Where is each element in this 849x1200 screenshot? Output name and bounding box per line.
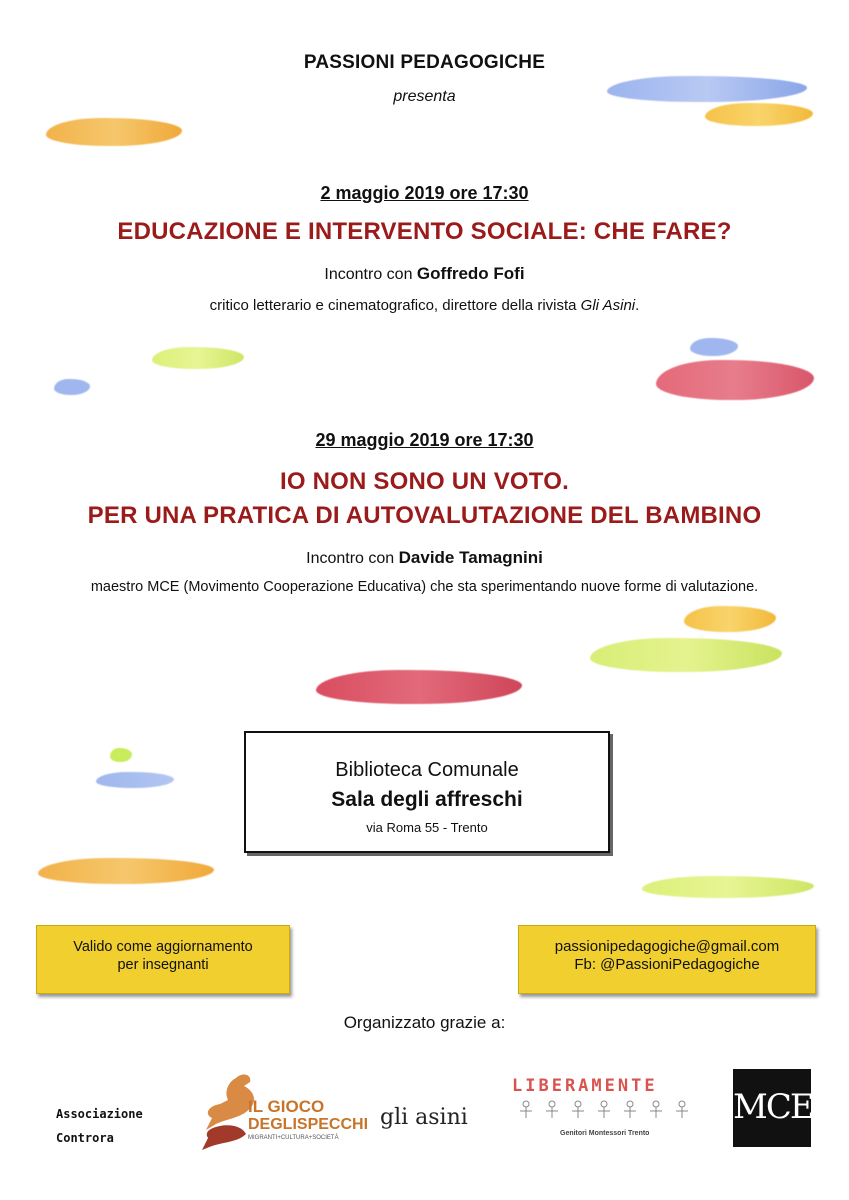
contact-email[interactable]: passionipedagogiche@gmail.com bbox=[554, 938, 780, 955]
liberamente-subtitle: Genitori Montessori Trento bbox=[560, 1130, 650, 1137]
event1-desc-suffix: . bbox=[635, 297, 640, 314]
assoc-line2: Controra bbox=[56, 1131, 114, 1145]
paint-stroke-green bbox=[590, 638, 782, 672]
event1-speaker: Goffredo Fofi bbox=[416, 264, 525, 283]
paint-stroke-green bbox=[642, 876, 814, 898]
paint-stroke-blue bbox=[96, 772, 174, 788]
event1-description bbox=[0, 297, 849, 314]
gioco-line3: MIGRANTI+CULTURA+SOCIETÀ bbox=[248, 1135, 339, 1141]
il-gioco-degli-specchi-logo bbox=[198, 1070, 368, 1154]
venue-room: Sala degli affreschi bbox=[331, 788, 523, 811]
contact-box bbox=[518, 925, 816, 994]
teacher-credit-line2: per insegnanti bbox=[117, 957, 209, 973]
teacher-credit-line1: Valido come aggiornamento bbox=[73, 939, 253, 955]
venue-address: via Roma 55 - Trento bbox=[366, 820, 488, 835]
associazione-controra-logo bbox=[56, 1102, 143, 1150]
paint-stroke-green bbox=[110, 748, 132, 762]
teacher-credit-box bbox=[36, 925, 290, 994]
children-figures-icon bbox=[512, 1098, 698, 1128]
paint-stroke-orange bbox=[38, 858, 214, 884]
mce-logo bbox=[733, 1069, 811, 1147]
paint-stroke-blue bbox=[54, 379, 90, 395]
presenta-label: presenta bbox=[393, 88, 456, 105]
event1-desc-prefix: critico letterario e cinematografico, direttore della rivista bbox=[209, 297, 577, 314]
event1-date: 2 maggio 2019 ore 17:30 bbox=[320, 183, 529, 203]
event1-title: EDUCAZIONE E INTERVENTO SOCIALE: CHE FARE? bbox=[117, 218, 732, 245]
paint-stroke-yellow bbox=[684, 606, 776, 632]
event1-incontro-prefix: Incontro con bbox=[324, 266, 413, 283]
liberamente-logo bbox=[512, 1076, 698, 1146]
contact-facebook[interactable]: Fb: @PassioniPedagogiche bbox=[574, 956, 760, 973]
venue-box bbox=[244, 731, 610, 853]
event2-description: maestro MCE (Movimento Cooperazione Educativa) che sta sperimentando nuove forme di valutazione. bbox=[90, 579, 759, 595]
paint-stroke-yellow bbox=[705, 103, 813, 126]
gioco-line2: DEGLISPECCHI bbox=[248, 1116, 369, 1133]
event2-title-line1: IO NON SONO UN VOTO. bbox=[280, 468, 569, 495]
gli-asini-logo: gli asini bbox=[380, 1105, 468, 1130]
assoc-line1: Associazione bbox=[56, 1107, 143, 1121]
gioco-line1: IL GIOCO bbox=[248, 1097, 325, 1116]
event1-speaker-line bbox=[0, 264, 849, 284]
paint-stroke-red bbox=[316, 670, 522, 704]
paint-stroke-red bbox=[656, 360, 814, 400]
organizer-title: PASSIONI PEDAGOGICHE bbox=[303, 52, 546, 73]
paint-stroke-green bbox=[152, 347, 244, 369]
event2-title-line2: PER UNA PRATICA DI AUTOVALUTAZIONE DEL BAMBINO bbox=[87, 502, 762, 529]
paint-stroke-orange bbox=[46, 118, 182, 146]
event2-speaker-line bbox=[0, 548, 849, 568]
event2-date: 29 maggio 2019 ore 17:30 bbox=[315, 430, 534, 450]
paint-stroke-blue bbox=[690, 338, 738, 356]
event1-desc-magazine: Gli Asini bbox=[580, 297, 636, 314]
event2-incontro-prefix: Incontro con bbox=[306, 550, 395, 567]
liberamente-title: LIBERAMENTE bbox=[512, 1076, 658, 1096]
sponsors-heading: Organizzato grazie a: bbox=[343, 1013, 506, 1032]
venue-library: Biblioteca Comunale bbox=[335, 759, 519, 781]
event2-speaker: Davide Tamagnini bbox=[398, 548, 543, 567]
mce-letters: MCE bbox=[733, 1087, 813, 1127]
